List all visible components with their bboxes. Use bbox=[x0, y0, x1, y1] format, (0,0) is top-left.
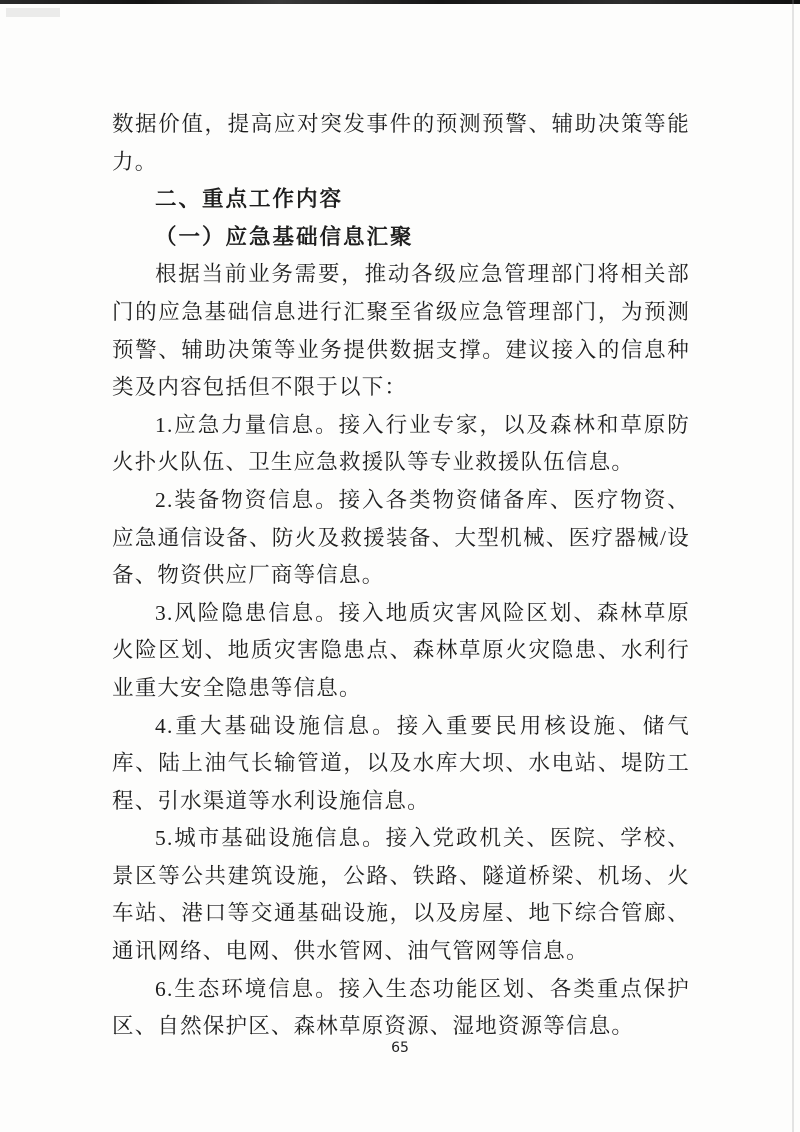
scan-artifact-top-strip bbox=[0, 0, 800, 4]
section-heading: （一）应急基础信息汇聚 bbox=[155, 224, 414, 249]
paragraph: 6.生态环境信息。接入生态功能区划、各类重点保护区、自然保护区、森林草原资源、湿地资源等信息。 bbox=[112, 976, 690, 1039]
paragraph: 2.装备物资信息。接入各类物资储备库、医疗物资、应急通信设备、防火及救援装备、大型机械、医疗器械/设备、物资供应厂商等信息。 bbox=[112, 487, 690, 588]
scan-artifact-right-edge bbox=[792, 0, 794, 1132]
section-heading: 二、重点工作内容 bbox=[155, 187, 344, 212]
paragraph: 1.应急力量信息。接入行业专家，以及森林和草原防火扑火队伍、卫生应急救援队等专业救援队伍信息。 bbox=[112, 412, 690, 475]
paragraph: 根据当前业务需要，推动各级应急管理部门将相关部门的应急基础信息进行汇聚至省级应急管理部门，为预测预警、辅助决策等业务提供数据支撑。建议接入的信息种类及内容包括但不限于以下： bbox=[112, 262, 690, 400]
paragraph: 数据价值，提高应对突发事件的预测预警、辅助决策等能力。 bbox=[112, 112, 690, 174]
paragraph: 3.风险隐患信息。接入地质灾害风险区划、森林草原火险区划、地质灾害隐患点、森林草原火灾隐患、水利行业重大安全隐患等信息。 bbox=[112, 600, 690, 700]
scan-artifact-noise bbox=[6, 8, 60, 17]
paragraph: 5.城市基础设施信息。接入党政机关、医院、学校、景区等公共建筑设施，公路、铁路、隧道桥梁、机场、火车站、港口等交通基础设施，以及房屋、地下综合管廊、通讯网络、电网、供水管网、油气管网等信息。 bbox=[112, 826, 690, 964]
document-body bbox=[112, 106, 690, 1046]
page-number: 65 bbox=[391, 1040, 409, 1056]
paragraph: 4.重大基础设施信息。接入重要民用核设施、储气库、陆上油气长输管道，以及水库大坝、水电站、堤防工程、引水渠道等水利设施信息。 bbox=[112, 713, 690, 813]
